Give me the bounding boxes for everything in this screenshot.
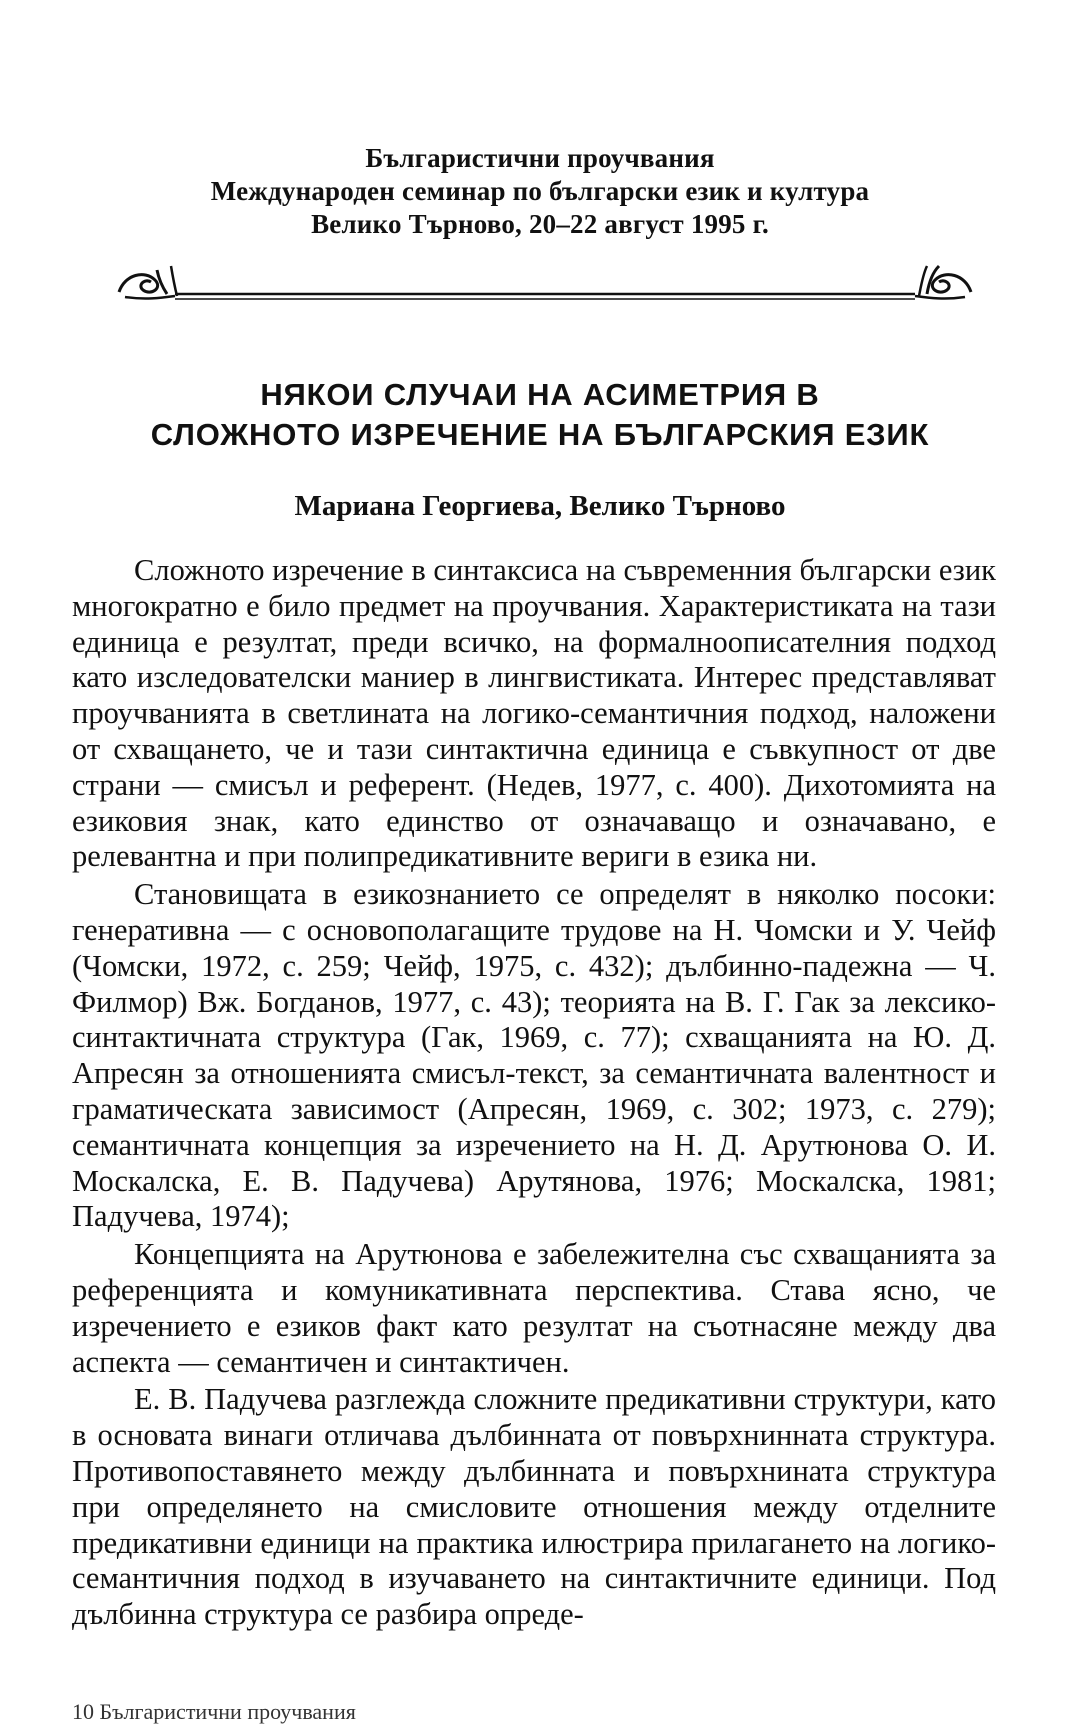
page-footer: 10 Българистични проучвания bbox=[72, 1699, 356, 1724]
article-body bbox=[72, 553, 996, 1635]
header-ornament bbox=[115, 252, 975, 302]
paragraph-3: Концепцията на Арутюнова е забележителна със схващанията за референцията и комуникативната перспектива. Става ясно, че изречението е езиков факт като резултат на съотнасяне между два аспекта — семантичен и синтактичен. bbox=[72, 1237, 996, 1379]
place-date: Велико Търново, 20–22 август 1995 г. bbox=[311, 209, 769, 239]
conference-header bbox=[0, 142, 1080, 241]
paragraph-4: Е. В. Падучева разглежда сложните предикативни структури, като в основата винаги отличава дълбинната от повърхнинната структура. Противопоставянето между дълбинната и повърхнината структура при определянето на смисловите отношения между отделните предикативни единици на практика илюстрира прилагането на логико-семантичния подход в изучаването на синтактичните единици. Под дълбинна структура се разбира опреде- bbox=[72, 1382, 996, 1632]
title-line-1: НЯКОИ СЛУЧАИ НА АСИМЕТРИЯ В bbox=[260, 377, 820, 412]
paragraph-1: Сложното изречение в синтаксиса на съвременния български език многократно е било предмет на проучвания. Характеристиката на тази единица е резултат, преди всичко, на формалноописателния подход като изследователски маниер в лингвистиката. Интерес представляват проучванията в светлината на логико-семантичния подход, наложени от схващането, че и тази синтактична единица е съвкупност от две страни — смисъл и референт. (Недев, 1977, с. 400). Дихотомията на езиковия знак, като единство от означаващо и означавано, е релевантна и при полипредикативните вериги в езика ни. bbox=[72, 553, 996, 874]
series-title: Българистични проучвания bbox=[365, 143, 715, 173]
article-title bbox=[0, 375, 1080, 455]
paragraph-2: Становищата в езикознанието се определят в няколко посоки: генеративна — с основополагащите трудове на Н. Чомски и У. Чейф (Чомски, 1972, с. 259; Чейф, 1975, с. 432); дълбинно-падежна — Ч. Филмор) Вж. Богданов, 1977, с. 43); теорията на В. Г. Гак за лексико-синтактичната структура (Гак, 1969, с. 77); схващанията на Ю. Д. Апресян за отношенията смисъл-текст, за семантичната валентност и граматическата зависимост (Апресян, 1969, с. 302; 1973, с. 279); семантичната концепция за изречението на Н. Д. Арутюнова О. И. Москалска, Е. В. Падучева) Арутянова, 1976; Москалска, 1981; Падучева, 1974); bbox=[72, 877, 996, 1234]
title-line-2: СЛОЖНОТО ИЗРЕЧЕНИЕ НА БЪЛГАРСКИЯ ЕЗИК bbox=[150, 417, 930, 452]
article-author: Мариана Георгиева, Велико Търново bbox=[294, 490, 786, 522]
seminar-title: Международен семинар по български език и култура bbox=[210, 176, 870, 206]
